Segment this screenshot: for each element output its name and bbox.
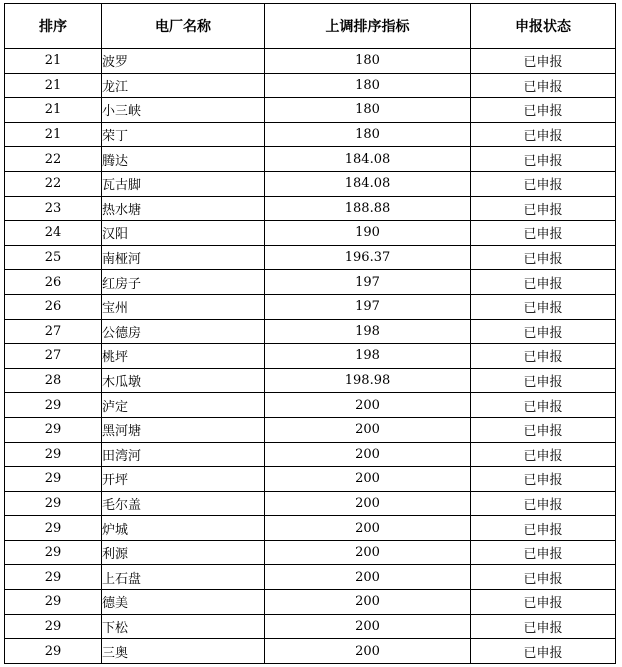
status-cell: 已申报 [471,639,616,664]
plant-name-cell: 公德房 [102,319,265,344]
status-cell: 已申报 [471,368,616,393]
plant-name-cell: 波罗 [102,49,265,74]
upward-index-cell: 200 [265,540,471,565]
upward-index-cell: 184.08 [265,171,471,196]
table-row [5,442,616,467]
rank-cell: 25 [5,245,102,270]
rank-cell: 29 [5,491,102,516]
upward-index-cell: 180 [265,98,471,123]
table-row [5,491,616,516]
plant-name-cell: 宝州 [102,294,265,319]
rank-cell: 29 [5,590,102,615]
status-cell: 已申报 [471,221,616,246]
status-cell: 已申报 [471,516,616,541]
rank-cell: 29 [5,467,102,492]
status-cell: 已申报 [471,467,616,492]
table-row [5,368,616,393]
status-cell: 已申报 [471,417,616,442]
upward-index-cell: 200 [265,590,471,615]
upward-index-cell: 200 [265,639,471,664]
table-row [5,294,616,319]
upward-index-cell: 188.88 [265,196,471,221]
upward-index-cell: 180 [265,49,471,74]
table-row [5,614,616,639]
table-row [5,590,616,615]
table-body [5,49,616,664]
status-cell: 已申报 [471,540,616,565]
plant-name-cell: 荣丁 [102,122,265,147]
table-row [5,393,616,418]
plant-name-cell: 田湾河 [102,442,265,467]
plant-name-cell: 瓦古脚 [102,171,265,196]
plant-name-cell: 热水塘 [102,196,265,221]
header-upward-index: 上调排序指标 [265,4,471,49]
status-cell: 已申报 [471,344,616,369]
plant-name-cell: 桃坪 [102,344,265,369]
upward-index-cell: 198.98 [265,368,471,393]
status-cell: 已申报 [471,122,616,147]
rank-cell: 29 [5,417,102,442]
header-status: 申报状态 [471,4,616,49]
status-cell: 已申报 [471,49,616,74]
plant-name-cell: 小三峡 [102,98,265,123]
upward-index-cell: 180 [265,122,471,147]
status-cell: 已申报 [471,196,616,221]
upward-index-cell: 190 [265,221,471,246]
plant-name-cell: 红房子 [102,270,265,295]
rank-cell: 29 [5,614,102,639]
table-row [5,98,616,123]
table-row [5,565,616,590]
status-cell: 已申报 [471,147,616,172]
upward-index-cell: 200 [265,417,471,442]
status-cell: 已申报 [471,614,616,639]
rank-cell: 27 [5,319,102,344]
header-rank: 排序 [5,4,102,49]
status-cell: 已申报 [471,270,616,295]
plant-name-cell: 泸定 [102,393,265,418]
table-row [5,516,616,541]
upward-index-cell: 197 [265,270,471,295]
rank-cell: 24 [5,221,102,246]
plant-name-cell: 下松 [102,614,265,639]
rank-cell: 29 [5,393,102,418]
upward-index-cell: 200 [265,442,471,467]
table-row [5,245,616,270]
plant-name-cell: 三奥 [102,639,265,664]
plant-name-cell: 木瓜墩 [102,368,265,393]
rank-cell: 27 [5,344,102,369]
plant-name-cell: 龙江 [102,73,265,98]
upward-index-cell: 200 [265,393,471,418]
plant-name-cell: 黑河塘 [102,417,265,442]
rank-cell: 21 [5,98,102,123]
plant-name-cell: 开坪 [102,467,265,492]
table-row [5,319,616,344]
status-cell: 已申报 [471,73,616,98]
rank-cell: 29 [5,442,102,467]
upward-index-cell: 197 [265,294,471,319]
table-row [5,344,616,369]
plant-name-cell: 南桠河 [102,245,265,270]
plant-name-cell: 毛尔盖 [102,491,265,516]
plant-ranking-table [4,3,616,664]
table-row [5,171,616,196]
table-row [5,417,616,442]
status-cell: 已申报 [471,319,616,344]
rank-cell: 29 [5,516,102,541]
rank-cell: 26 [5,294,102,319]
upward-index-cell: 196.37 [265,245,471,270]
upward-index-cell: 200 [265,565,471,590]
rank-cell: 23 [5,196,102,221]
upward-index-cell: 200 [265,467,471,492]
status-cell: 已申报 [471,245,616,270]
upward-index-cell: 200 [265,614,471,639]
table-row [5,270,616,295]
status-cell: 已申报 [471,590,616,615]
rank-cell: 22 [5,147,102,172]
status-cell: 已申报 [471,565,616,590]
rank-cell: 21 [5,49,102,74]
table-row [5,540,616,565]
table-row [5,122,616,147]
status-cell: 已申报 [471,294,616,319]
rank-cell: 29 [5,565,102,590]
rank-cell: 29 [5,540,102,565]
rank-cell: 29 [5,639,102,664]
rank-cell: 22 [5,171,102,196]
rank-cell: 28 [5,368,102,393]
plant-name-cell: 德美 [102,590,265,615]
status-cell: 已申报 [471,491,616,516]
table-row [5,196,616,221]
table-row [5,467,616,492]
plant-name-cell: 利源 [102,540,265,565]
table-row [5,147,616,172]
status-cell: 已申报 [471,98,616,123]
table-header-row [5,4,616,49]
upward-index-cell: 200 [265,491,471,516]
rank-cell: 26 [5,270,102,295]
status-cell: 已申报 [471,393,616,418]
table-row [5,221,616,246]
status-cell: 已申报 [471,442,616,467]
plant-name-cell: 炉城 [102,516,265,541]
header-plant-name: 电厂名称 [102,4,265,49]
upward-index-cell: 180 [265,73,471,98]
table-row [5,73,616,98]
plant-name-cell: 腾达 [102,147,265,172]
upward-index-cell: 184.08 [265,147,471,172]
rank-cell: 21 [5,73,102,98]
plant-name-cell: 上石盘 [102,565,265,590]
status-cell: 已申报 [471,171,616,196]
upward-index-cell: 200 [265,516,471,541]
plant-name-cell: 汉阳 [102,221,265,246]
rank-cell: 21 [5,122,102,147]
upward-index-cell: 198 [265,344,471,369]
upward-index-cell: 198 [265,319,471,344]
table-row [5,49,616,74]
table-row [5,639,616,664]
